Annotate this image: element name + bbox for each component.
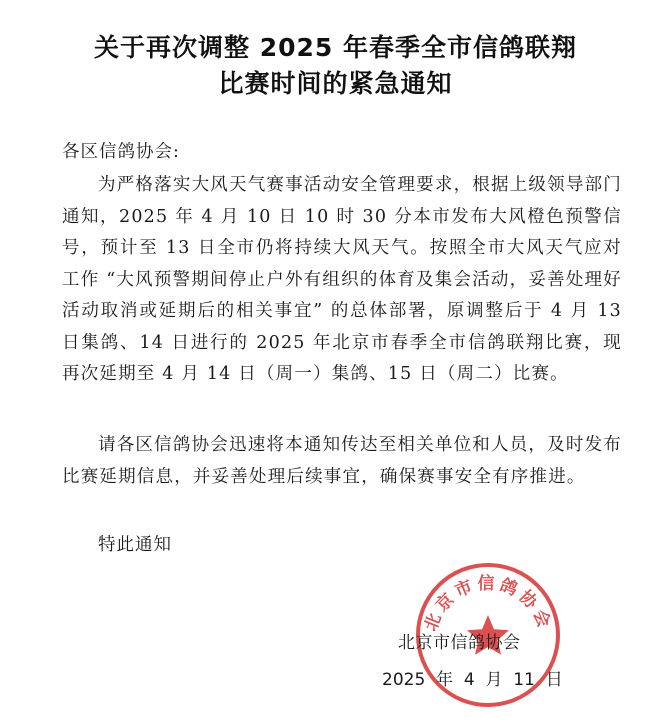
- closing-text: 特此通知: [98, 535, 172, 555]
- body-paragraph-1: 为严格落实大风天气赛事活动安全管理要求，根据上级领导部门通知，2025 年 4 月 10 日 10 时 30 分本市发布大风橙色预警信号，预计至 13 日全市仍将持续大风天气。按照全市大风天气应对工作 “大风预警期间停止户外有组织的体育及集会活动，妥善处理好活动取消或延期后的相关事宜” 的总体部署，原调整后于 4 月 13 日集鸽、14 日进行的 2025 年北京市春季全市信鸽联翔比赛，现再次延期至 4 月 14 日（周一）集鸽、15 日（周二）比赛。: [62, 175, 622, 384]
- document-title-line2: 比赛时间的紧急通知: [218, 69, 453, 98]
- seal-text: 北京市信鸽协会: [420, 574, 556, 634]
- signer-name: 北京市信鸽协会: [398, 633, 521, 653]
- body-paragraph-2: 请各区信鸽协会迅速将本通知传达至相关单位和人员，及时发布比赛延期信息，并妥善处理后续事宜，确保赛事安全有序推进。: [62, 435, 622, 487]
- issue-date: 2025 年 4 月 11 日: [382, 670, 563, 690]
- document-title-line1: 关于再次调整 2025 年春季全市信鸽联翔: [94, 33, 577, 62]
- salutation: 各区信鸽协会:: [62, 142, 180, 162]
